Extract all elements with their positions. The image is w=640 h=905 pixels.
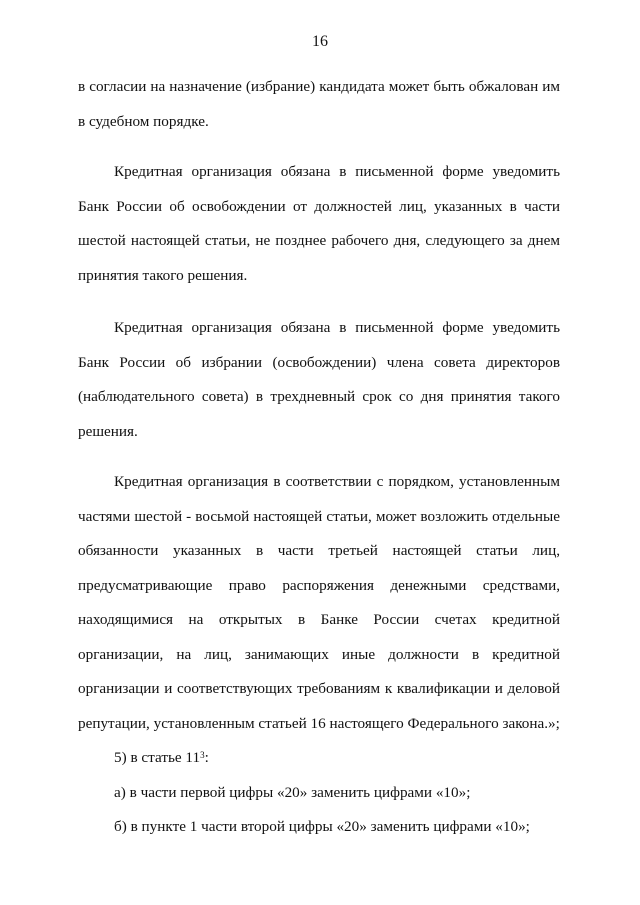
paragraph-5 bbox=[78, 741, 560, 776]
paragraph-1: в согласии на назначение (избрание) кандидата может быть обжалован им в судебном порядке. bbox=[78, 78, 560, 130]
paragraph-6: а) в части первой цифры «20» заменить цифрами «10»; bbox=[114, 783, 471, 801]
document-body bbox=[78, 70, 560, 845]
paragraph-4: Кредитная организация в соответствии с порядком, установленным частями шестой - восьмой настоящей статьи, может возложить отдельные обязанности указанных в части третьей настоящей статьи лиц, предусматривающие право распоряжения денежными средствами, находящимися на открытых в Банке России счетах кредитной организации, на лиц, занимающих иные должности в кредитной организации и соответствующих требованиям к квалификации и деловой репутации, установленным статьей 16 настоящего Федерального закона.»; bbox=[78, 473, 560, 732]
paragraph-5-superscript: 3 bbox=[200, 750, 205, 760]
page-number: 16 bbox=[312, 33, 328, 50]
paragraph-5-suffix: : bbox=[204, 749, 209, 766]
paragraph-7: б) в пункте 1 части второй цифры «20» заменить цифрами «10»; bbox=[114, 818, 530, 835]
paragraph-3: Кредитная организация обязана в письменной форме уведомить Банк России об избрании (освобождении) члена совета директоров (наблюдательного совета) в трехдневный срок со дня принятия такого решения. bbox=[78, 319, 560, 440]
paragraph-5-text: 5) в статье 11 bbox=[114, 749, 201, 766]
paragraph-2: Кредитная организация обязана в письменной форме уведомить Банк России об освобождении от должностей лиц, указанных в части шестой настоящей статьи, не позднее рабочего дня, следующего за днем принятия такого решения. bbox=[78, 163, 560, 284]
